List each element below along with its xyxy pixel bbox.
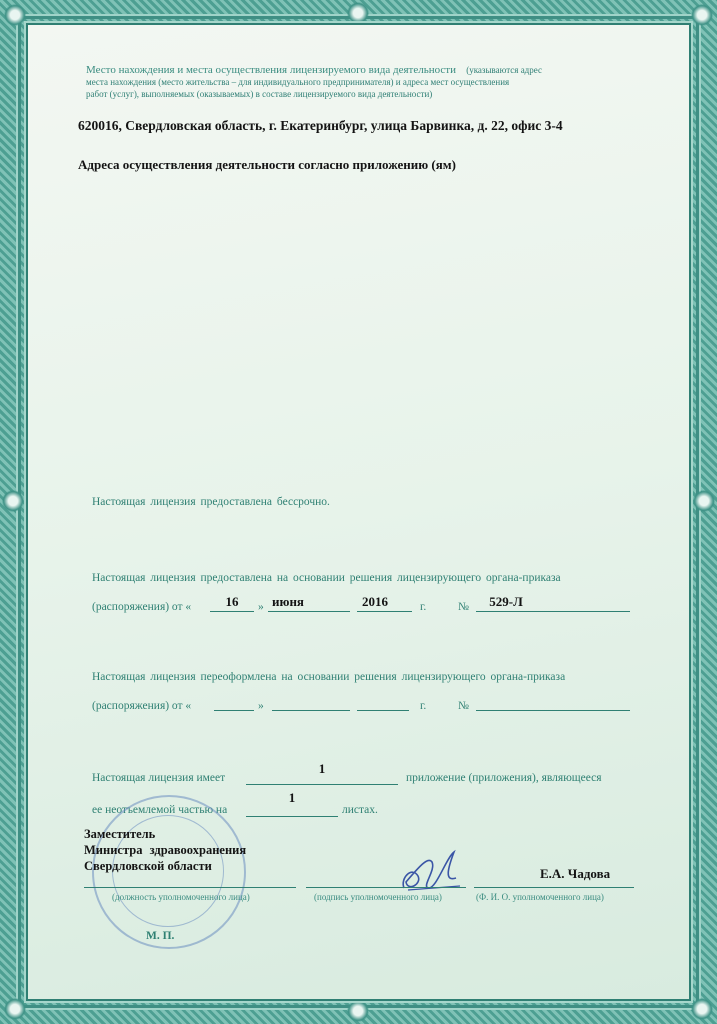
header-note-3: работ (услуг), выполняемых (оказываемых) в составе лицензируемого вида деятельности) xyxy=(86,89,433,99)
granted-year-field xyxy=(357,611,412,612)
header-note-2: места нахождения (место жительства – для индивидуального предпринимателя) и адреса мест осуществления xyxy=(86,77,510,87)
reissued-year-field xyxy=(357,710,409,711)
label-position: (должность уполномоченного лица) xyxy=(112,892,250,902)
position-line xyxy=(84,887,296,888)
reissued-month-field xyxy=(272,710,350,711)
mp-label: М. П. xyxy=(146,930,175,942)
granted-mid: » xyxy=(258,601,264,613)
reissued-g: г. xyxy=(420,700,427,712)
reissued-line: Настоящая лицензия переоформлена на основании решения лицензирующего органа-приказа xyxy=(92,671,566,683)
appendix-sheets: 1 xyxy=(288,790,296,805)
signatory-name: Е.А. Чадова xyxy=(540,866,611,881)
granted-prefix: (распоряжения) от « xyxy=(92,601,192,613)
granted-year: 2016 xyxy=(362,594,388,609)
ornament-icon xyxy=(347,2,369,24)
ornament-icon xyxy=(691,4,713,26)
granted-number: 529-Л xyxy=(489,594,523,609)
appendix-count-field xyxy=(246,784,398,785)
term-text: Настоящая лицензия предоставлена бессрочно. xyxy=(92,496,330,508)
ornament-icon xyxy=(4,998,26,1020)
header-note-1: (указываются адрес xyxy=(466,65,542,75)
granted-day-field xyxy=(210,611,254,612)
reissued-mid: » xyxy=(258,700,264,712)
ornament-icon xyxy=(4,4,26,26)
granted-line: Настоящая лицензия предоставлена на основании решения лицензирующего органа-приказа xyxy=(92,572,561,584)
appendix-count: 1 xyxy=(318,761,326,776)
signatory-title-1: Заместитель xyxy=(84,827,156,841)
reissued-number-field xyxy=(476,710,630,711)
appendix-prefix-1: Настоящая лицензия имеет xyxy=(92,772,226,784)
signatory-title xyxy=(84,826,246,874)
label-signature: (подпись уполномоченного лица) xyxy=(314,892,442,902)
granted-day: 16 xyxy=(225,594,239,609)
ornament-icon xyxy=(347,1000,369,1022)
ornament-icon xyxy=(693,490,715,512)
appendix-prefix-2: ее неотъемлемой частью на xyxy=(92,804,228,816)
granted-number-field xyxy=(476,611,630,612)
appendix-sheets-field xyxy=(246,816,338,817)
reissued-prefix: (распоряжения) от « xyxy=(92,700,192,712)
label-name: (Ф. И. О. уполномоченного лица) xyxy=(476,892,604,902)
appendix-suffix-1: приложение (приложения), являющееся xyxy=(406,772,602,784)
reissued-num-label: № xyxy=(458,700,469,712)
granted-num-label: № xyxy=(458,601,469,613)
granted-g: г. xyxy=(420,601,427,613)
name-line xyxy=(474,887,634,888)
header-block xyxy=(86,64,646,100)
signature-line xyxy=(306,887,466,888)
address-text: 620016, Свердловская область, г. Екатеринбург, улица Барвинка, д. 22, офис 3-4 xyxy=(78,118,563,133)
appendix-suffix-2: листах. xyxy=(342,804,378,816)
signatory-title-3: Свердловской области xyxy=(84,859,212,873)
reissued-day-field xyxy=(214,710,254,711)
signatory-title-2: Министра здравоохранения xyxy=(84,843,247,857)
ornament-icon xyxy=(2,490,24,512)
ornament-icon xyxy=(691,998,713,1020)
addresses-note: Адреса осуществления деятельности согласно приложению (ям) xyxy=(78,157,456,172)
header-title: Место нахождения и места осуществления лицензируемого вида деятельности xyxy=(86,64,456,76)
granted-month: июня xyxy=(272,594,304,609)
granted-month-field xyxy=(268,611,350,612)
